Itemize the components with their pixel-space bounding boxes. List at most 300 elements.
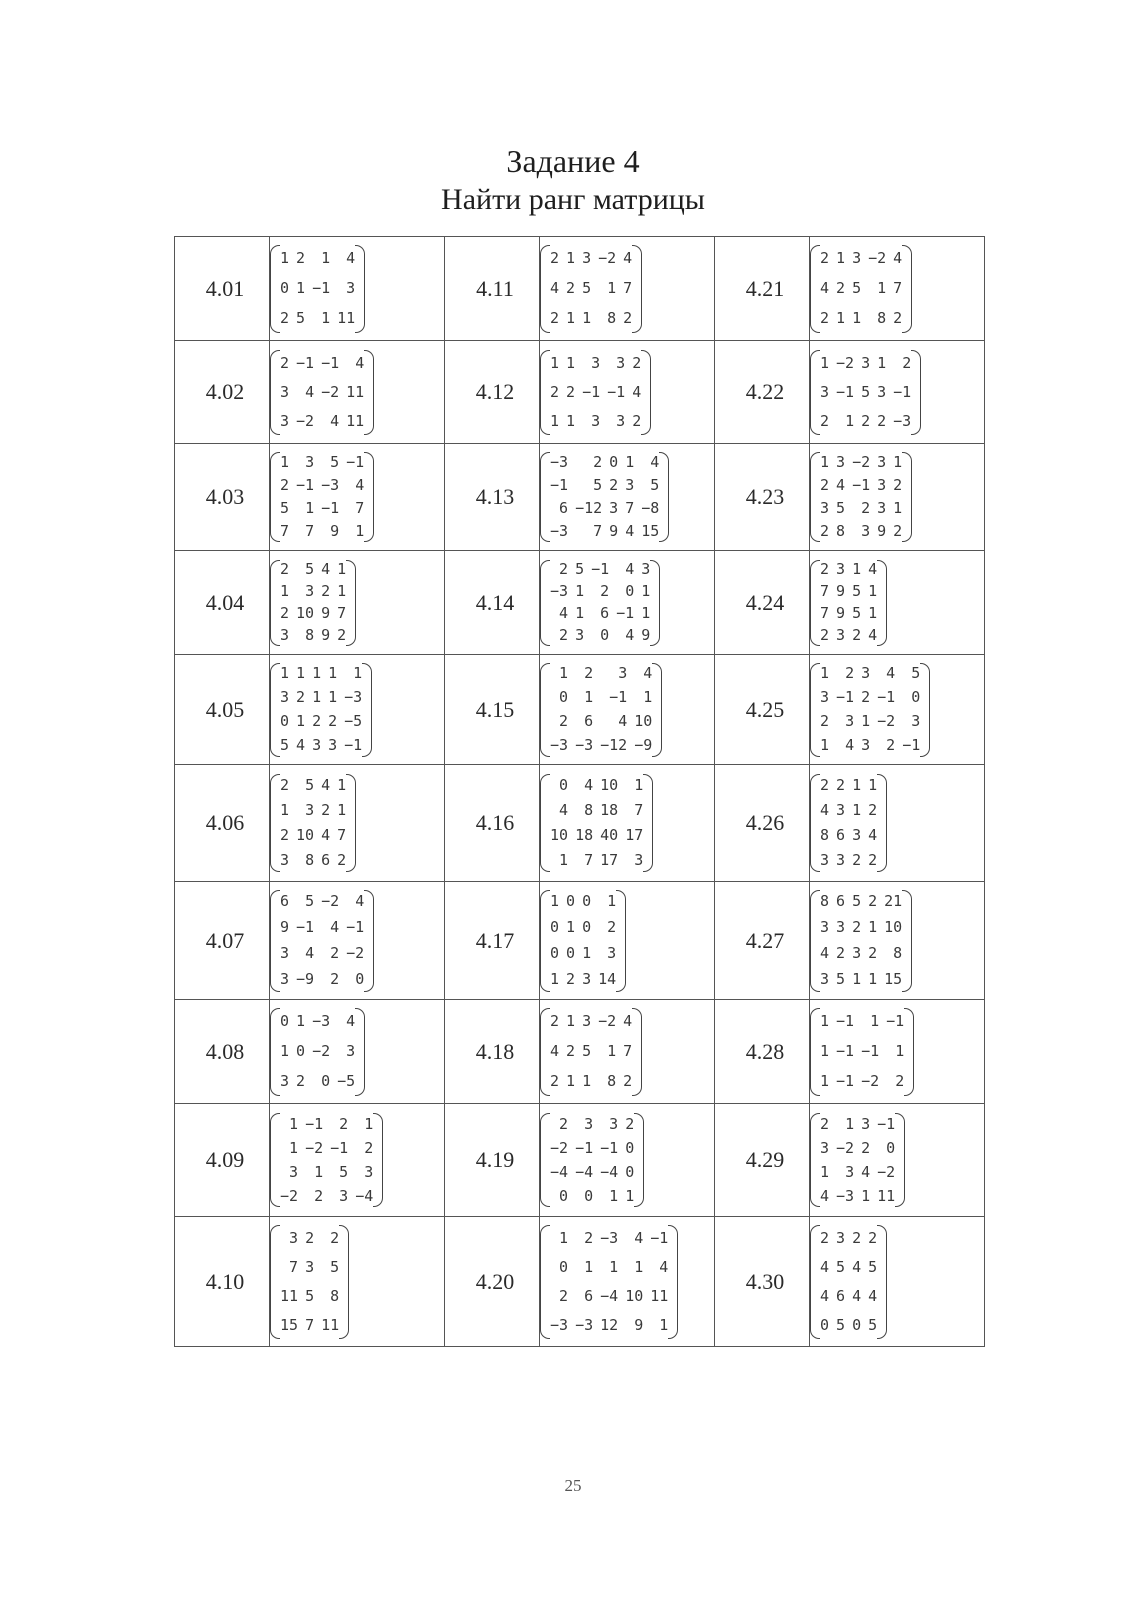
matrix [270, 451, 374, 543]
matrix-entry: 3 [591, 353, 601, 372]
matrix-entry: 0 [625, 1138, 635, 1157]
matrix-entry: 4 [868, 626, 878, 644]
matrix-entry: 3 [591, 411, 601, 430]
task-matrix-cell [810, 341, 985, 444]
matrix [540, 773, 653, 873]
matrix [540, 1112, 644, 1208]
matrix-entry: 3 [820, 382, 830, 401]
matrix-entry: 1 [641, 582, 651, 600]
matrix-entry: 10 [296, 826, 315, 844]
matrix-entry: 4 [618, 712, 628, 730]
task-title: Задание 4 [506, 143, 640, 179]
matrix-entry: 3 [820, 918, 830, 936]
matrix-entry: 1 [607, 892, 617, 910]
matrix-entry: 3 [609, 1114, 619, 1133]
matrix-entry: 2 [566, 970, 576, 988]
matrix-entry: 2 [820, 1114, 830, 1133]
task-matrix-cell [270, 551, 445, 655]
matrix-entry: 2 [820, 1228, 830, 1247]
matrix-entry: 1 [355, 522, 365, 540]
matrix-entry: 3 [364, 1162, 374, 1181]
matrix-entry: 3 [877, 453, 887, 471]
task-matrix-cell [810, 1217, 985, 1347]
matrix-entry: −2 [877, 1162, 896, 1181]
matrix-entry: 2 [566, 279, 576, 297]
matrix-entry: 4 [893, 249, 903, 267]
task-number: 4.08 [175, 1000, 270, 1104]
matrix-entry: 7 [305, 1315, 315, 1334]
matrix-entry: 2 [861, 499, 871, 517]
matrix-entry: 1 [870, 1012, 880, 1030]
matrix-entry: 12 [600, 1315, 619, 1334]
matrix-entry: 8 [820, 826, 830, 844]
matrix-entry: 2 [593, 453, 603, 471]
matrix-entry: 2 [886, 736, 896, 754]
page-number: 25 [564, 1476, 582, 1495]
matrix-entry: −1 [836, 1042, 855, 1060]
matrix-entry: −1 [321, 353, 340, 372]
task-matrix-cell [270, 237, 445, 341]
matrix-entry: 4 [346, 249, 356, 267]
task-matrix-cell [810, 444, 985, 551]
tasks-table [174, 236, 985, 1347]
matrix-entry: 3 [280, 1072, 290, 1090]
matrix-entry: 2 [868, 892, 878, 910]
matrix-entry: 4 [623, 249, 633, 267]
matrix-entry: 8 [607, 1072, 617, 1090]
matrix-entry: 5 [582, 1042, 592, 1060]
task-row [175, 765, 985, 882]
matrix-entry: 7 [584, 851, 594, 869]
matrix-entry: 3 [582, 1012, 592, 1030]
matrix-entry: 4 [559, 801, 569, 819]
matrix-entry: −1 [836, 1072, 855, 1090]
matrix-entry: −1 [886, 1012, 905, 1030]
task-number: 4.28 [715, 1000, 810, 1104]
matrix-entry: 0 [559, 1186, 569, 1205]
task-row [175, 1217, 985, 1347]
matrix-entry: 1 [861, 712, 871, 730]
task-matrix-cell [540, 655, 715, 765]
matrix-entry: 4 [330, 411, 340, 430]
matrix-entry: 4 [346, 1012, 356, 1030]
matrix-entry: 4 [550, 1042, 560, 1060]
task-number: 4.17 [445, 882, 540, 1000]
matrix-entry: −1 [321, 499, 340, 517]
matrix-entry: −2 [598, 1012, 617, 1030]
matrix-entry: 1 [625, 453, 635, 471]
task-row [175, 882, 985, 1000]
matrix-entry: 1 [559, 664, 569, 682]
matrix-entry: 5 [852, 279, 862, 297]
matrix-entry: 3 [582, 249, 592, 267]
matrix-entry: 5 [868, 1315, 878, 1334]
matrix-entry: −5 [337, 1072, 356, 1090]
matrix-entry: 0 [280, 1012, 290, 1030]
task-matrix-cell [540, 341, 715, 444]
matrix-entry: 3 [861, 353, 871, 372]
matrix [270, 1224, 349, 1340]
matrix-entry: 1 [877, 279, 887, 297]
matrix-entry: 3 [280, 851, 290, 869]
matrix-entry: 8 [584, 801, 594, 819]
matrix-entry: 3 [280, 411, 290, 430]
matrix-entry: −1 [296, 476, 315, 494]
matrix-entry: 9 [321, 604, 331, 622]
matrix-entry: 1 [559, 851, 569, 869]
matrix-entry: 5 [296, 309, 306, 327]
matrix-entry: 2 [559, 712, 569, 730]
matrix-entry: 6 [836, 1286, 846, 1305]
task-number: 4.29 [715, 1104, 810, 1217]
matrix-entry: 4 [650, 453, 660, 471]
matrix-entry: 1 [868, 582, 878, 600]
matrix-entry: 2 [566, 1042, 576, 1060]
matrix-entry: 3 [836, 626, 846, 644]
matrix-entry: 5 [852, 582, 862, 600]
matrix [810, 349, 921, 436]
matrix-entry: −1 [575, 1138, 594, 1157]
matrix-entry: −1 [836, 382, 855, 401]
matrix-entry: 2 [623, 1072, 633, 1090]
matrix-entry: 2 [296, 1072, 306, 1090]
matrix-entry: 11 [321, 1315, 340, 1334]
matrix-entry: 2 [328, 712, 338, 730]
matrix-entry: 2 [895, 1072, 905, 1090]
matrix-entry: 6 [836, 892, 846, 910]
matrix-entry: 1 [550, 970, 560, 988]
matrix-entry: 2 [607, 918, 617, 936]
matrix-entry: 3 [305, 582, 315, 600]
matrix-entry: 15 [641, 522, 660, 540]
matrix-entry: −2 [836, 353, 855, 372]
matrix-entry: 11 [877, 1186, 896, 1205]
matrix [540, 559, 660, 647]
task-matrix-cell [540, 444, 715, 551]
matrix-entry: 4 [820, 1257, 830, 1276]
matrix-entry: 3 [289, 1162, 299, 1181]
matrix-entry: 4 [559, 604, 569, 622]
matrix-entry: 4 [852, 1286, 862, 1305]
matrix-entry: 8 [820, 892, 830, 910]
matrix-entry: 1 [337, 801, 347, 819]
matrix-entry: 0 [550, 944, 560, 962]
matrix [270, 662, 372, 758]
matrix-entry: −3 [312, 1012, 331, 1030]
matrix-entry: 1 [296, 712, 306, 730]
matrix-entry: 0 [911, 688, 921, 706]
matrix-entry: 1 [289, 1114, 299, 1133]
task-number: 4.16 [445, 765, 540, 882]
matrix-entry: 3 [852, 826, 862, 844]
matrix-entry: 4 [305, 944, 315, 962]
matrix [270, 889, 374, 993]
matrix-entry: 1 [575, 582, 585, 600]
matrix-entry: 11 [280, 1286, 299, 1305]
matrix-entry: 1 [852, 560, 862, 578]
task-matrix-cell [270, 1217, 445, 1347]
matrix-entry: 10 [550, 826, 569, 844]
task-matrix-cell [540, 237, 715, 341]
matrix-entry: 10 [296, 604, 315, 622]
matrix-entry: 1 [280, 664, 290, 682]
matrix-entry: 2 [312, 712, 322, 730]
matrix-entry: 1 [550, 411, 560, 430]
matrix-entry: 2 [559, 1114, 569, 1133]
matrix-entry: 2 [280, 476, 290, 494]
matrix-entry: 1 [312, 664, 322, 682]
matrix-entry: 2 [625, 1114, 635, 1133]
matrix-entry: 2 [877, 411, 887, 430]
matrix-entry: 1 [852, 309, 862, 327]
matrix-entry: 2 [820, 560, 830, 578]
matrix-entry: 2 [893, 522, 903, 540]
task-matrix-cell [270, 765, 445, 882]
matrix-entry: 1 [852, 801, 862, 819]
matrix [540, 451, 669, 543]
task-number: 4.13 [445, 444, 540, 551]
matrix-entry: 3 [280, 688, 290, 706]
matrix-entry: 2 [600, 582, 610, 600]
matrix-entry: 7 [623, 1042, 633, 1060]
matrix-entry: 3 [820, 851, 830, 869]
task-number: 4.12 [445, 341, 540, 444]
matrix-entry: 0 [280, 279, 290, 297]
matrix-entry: 2 [868, 801, 878, 819]
matrix-entry: −2 [598, 249, 617, 267]
matrix-entry: −4 [575, 1162, 594, 1181]
task-number: 4.26 [715, 765, 810, 882]
task-row [175, 655, 985, 765]
task-matrix-cell [810, 237, 985, 341]
matrix-entry: 2 [623, 309, 633, 327]
matrix-entry: 7 [820, 582, 830, 600]
matrix-entry: 5 [836, 1257, 846, 1276]
matrix-entry: 1 [852, 970, 862, 988]
matrix-entry: −2 [321, 382, 340, 401]
task-matrix-cell [540, 551, 715, 655]
matrix-entry: 3 [852, 249, 862, 267]
matrix-entry: −8 [641, 499, 660, 517]
matrix-entry: −1 [616, 604, 635, 622]
matrix-entry: −3 [836, 1186, 855, 1205]
matrix-entry: 2 [296, 249, 306, 267]
matrix-entry: −3 [321, 476, 340, 494]
matrix-entry: 1 [852, 776, 862, 794]
matrix-entry: 5 [911, 664, 921, 682]
matrix-entry: −3 [575, 1315, 594, 1334]
matrix-entry: 1 [337, 560, 347, 578]
matrix-entry: 1 [895, 1042, 905, 1060]
task-matrix-cell [810, 1104, 985, 1217]
matrix-entry: 4 [296, 736, 306, 754]
matrix-entry: 17 [600, 851, 619, 869]
matrix-entry: 2 [893, 476, 903, 494]
matrix-entry: 5 [339, 1162, 349, 1181]
task-matrix-cell [270, 882, 445, 1000]
matrix-entry: 6 [321, 851, 331, 869]
matrix [270, 1007, 365, 1097]
matrix [810, 662, 930, 758]
matrix-entry: 2 [836, 776, 846, 794]
matrix-entry: 1 [868, 970, 878, 988]
matrix-entry: 4 [305, 382, 315, 401]
matrix-entry: 5 [852, 604, 862, 622]
matrix-entry: 2 [861, 688, 871, 706]
matrix-entry: 8 [893, 944, 903, 962]
matrix-entry: −2 [296, 411, 315, 430]
matrix-entry: 3 [607, 944, 617, 962]
matrix-entry: 8 [607, 309, 617, 327]
matrix-entry: 5 [650, 476, 660, 494]
matrix-entry: 2 [550, 1072, 560, 1090]
matrix-entry: 2 [305, 1228, 315, 1247]
matrix-entry: 3 [575, 626, 585, 644]
matrix-entry: 14 [598, 970, 617, 988]
matrix-entry: 3 [877, 499, 887, 517]
matrix-entry: 7 [280, 522, 290, 540]
matrix-entry: −2 [321, 892, 340, 910]
matrix-entry: 0 [886, 1138, 896, 1157]
matrix-entry: 3 [911, 712, 921, 730]
matrix-entry: 0 [550, 918, 560, 936]
task-number: 4.18 [445, 1000, 540, 1104]
matrix-entry: 3 [289, 1228, 299, 1247]
matrix-entry: −3 [600, 1228, 619, 1247]
matrix-entry: 21 [884, 892, 903, 910]
matrix-entry: 1 [280, 1042, 290, 1060]
matrix-entry: 1 [584, 688, 594, 706]
matrix-entry: 1 [820, 1162, 830, 1181]
matrix-entry: 4 [852, 1257, 862, 1276]
matrix-entry: −2 [550, 1138, 569, 1157]
matrix-entry: 4 [321, 776, 331, 794]
matrix-entry: 1 [566, 353, 576, 372]
matrix-entry: 1 [566, 1072, 576, 1090]
matrix-entry: 1 [280, 582, 290, 600]
task-number: 4.21 [715, 237, 810, 341]
matrix-entry: 1 [566, 411, 576, 430]
matrix-entry: 3 [280, 626, 290, 644]
matrix-entry: 2 [836, 944, 846, 962]
matrix-entry: 0 [609, 453, 619, 471]
matrix [810, 1224, 887, 1340]
matrix-entry: 2 [337, 626, 347, 644]
matrix-entry: 2 [280, 826, 290, 844]
matrix-entry: 9 [280, 918, 290, 936]
matrix-entry: 3 [861, 522, 871, 540]
task-row [175, 1104, 985, 1217]
matrix-entry: 1 [868, 918, 878, 936]
task-number: 4.07 [175, 882, 270, 1000]
matrix [810, 889, 912, 993]
matrix-entry: 1 [582, 1072, 592, 1090]
matrix-entry: 11 [650, 1286, 669, 1305]
matrix-entry: 2 [364, 1138, 374, 1157]
matrix-entry: 2 [861, 411, 871, 430]
matrix-entry: 1 [337, 582, 347, 600]
matrix-entry: 1 [845, 411, 855, 430]
matrix-entry: 1 [607, 279, 617, 297]
matrix-entry: −1 [600, 1138, 619, 1157]
matrix-entry: 5 [305, 892, 315, 910]
matrix-entry: −1 [861, 1042, 880, 1060]
matrix-entry: 1 [641, 604, 651, 622]
matrix-entry: 10 [625, 1286, 644, 1305]
matrix-entry: −1 [836, 688, 855, 706]
matrix-entry: 2 [280, 560, 290, 578]
matrix [810, 244, 912, 334]
matrix-entry: −12 [575, 499, 603, 517]
task-row [175, 237, 985, 341]
matrix-entry: 9 [641, 626, 651, 644]
matrix-entry: −1 [852, 476, 871, 494]
matrix-entry: 1 [321, 309, 331, 327]
matrix-entry: 2 [820, 626, 830, 644]
matrix-entry: 8 [836, 522, 846, 540]
matrix-entry: 1 [312, 688, 322, 706]
task-matrix-cell [540, 765, 715, 882]
matrix-entry: 4 [625, 560, 635, 578]
matrix-entry: −3 [550, 522, 569, 540]
matrix-entry: 2 [820, 309, 830, 327]
matrix-entry: −3 [550, 736, 569, 754]
matrix-entry: 4 [659, 1257, 669, 1276]
task-number: 4.14 [445, 551, 540, 655]
matrix-entry: 3 [820, 1138, 830, 1157]
matrix-entry: 5 [868, 1257, 878, 1276]
matrix-entry: 3 [836, 801, 846, 819]
matrix-entry: −1 [893, 382, 912, 401]
matrix-entry: 2 [852, 626, 862, 644]
task-number: 4.20 [445, 1217, 540, 1347]
matrix-entry: 5 [330, 1257, 340, 1276]
matrix-entry: 2 [820, 476, 830, 494]
matrix-entry: 5 [836, 970, 846, 988]
matrix-entry: 7 [355, 499, 365, 517]
matrix-entry: 0 [584, 1186, 594, 1205]
matrix-entry: 18 [600, 801, 619, 819]
matrix-entry: 7 [634, 801, 644, 819]
task-row [175, 1000, 985, 1104]
matrix-entry: 17 [625, 826, 644, 844]
matrix-entry: 1 [607, 1042, 617, 1060]
task-row [175, 444, 985, 551]
matrix-entry: 3 [861, 664, 871, 682]
matrix [540, 1007, 642, 1097]
matrix-entry: 1 [296, 1012, 306, 1030]
matrix-entry: 2 [559, 626, 569, 644]
matrix-entry: 1 [296, 664, 306, 682]
matrix-entry: −1 [902, 736, 921, 754]
matrix-entry: 1 [296, 279, 306, 297]
matrix [270, 1112, 383, 1208]
matrix-entry: 11 [346, 382, 365, 401]
matrix-entry: 0 [582, 918, 592, 936]
task-number: 4.02 [175, 341, 270, 444]
matrix-entry: 4 [632, 382, 642, 401]
matrix-entry: 7 [593, 522, 603, 540]
matrix-entry: −3 [550, 1315, 569, 1334]
matrix-entry: −12 [600, 736, 628, 754]
matrix-entry: 1 [314, 1162, 324, 1181]
matrix-entry: −2 [877, 712, 896, 730]
matrix-entry: 0 [625, 1162, 635, 1181]
matrix-entry: 1 [893, 499, 903, 517]
matrix-entry: 3 [305, 1257, 315, 1276]
matrix-entry: 6 [280, 892, 290, 910]
matrix-entry: 4 [355, 892, 365, 910]
